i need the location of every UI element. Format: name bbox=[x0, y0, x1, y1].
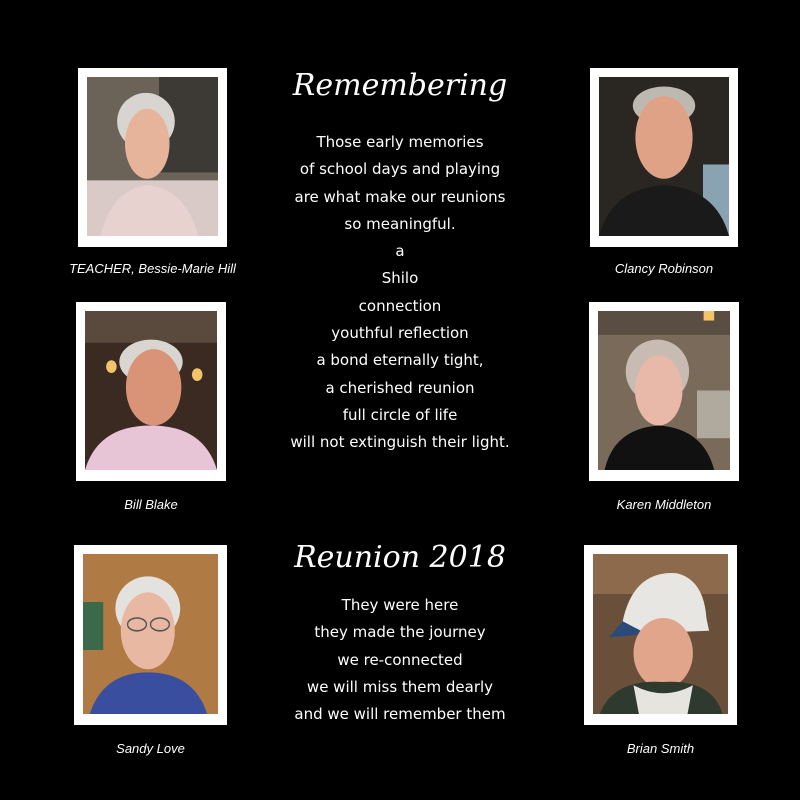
poem-line: a bond eternally tight, bbox=[316, 351, 484, 370]
poem-line: are what make our reunions bbox=[294, 187, 506, 206]
poem-line: Shilo bbox=[381, 269, 419, 288]
poem-line: Those early memories bbox=[316, 133, 484, 151]
portrait-photo bbox=[85, 311, 217, 470]
poem-line: connection bbox=[358, 296, 442, 315]
poem-line: we re-connected bbox=[337, 650, 463, 669]
portrait-photo bbox=[87, 77, 218, 236]
portrait-photo bbox=[599, 77, 729, 236]
caption-clancy-robinson: Clancy Robinson bbox=[614, 261, 714, 276]
heading-remembering: Remembering bbox=[292, 68, 508, 103]
poem-reunion bbox=[250, 592, 550, 728]
poem-line: and we will remember them bbox=[294, 705, 506, 724]
poem-line: will not extinguish their light. bbox=[290, 433, 510, 452]
photo-frame-brian-smith bbox=[584, 545, 737, 725]
heading-reunion-2018: Reunion 2018 bbox=[294, 540, 506, 575]
poem-line: a bbox=[395, 242, 405, 261]
poem-line: they made the journey bbox=[314, 623, 486, 642]
photo-frame-bessie-marie-hill bbox=[78, 68, 227, 247]
photo-frame-clancy-robinson bbox=[590, 68, 738, 247]
caption-sandy-love: Sandy Love bbox=[116, 741, 185, 756]
photo-frame-sandy-love bbox=[74, 545, 227, 725]
poem-line: They were here bbox=[341, 596, 459, 614]
caption-bessie-marie-hill: TEACHER, Bessie-Marie Hill bbox=[69, 261, 236, 276]
caption-bill-blake: Bill Blake bbox=[124, 497, 178, 512]
poem-line: youthful reflection bbox=[331, 324, 469, 343]
poem-line: we will miss them dearly bbox=[306, 677, 494, 696]
portrait-photo bbox=[83, 554, 218, 714]
poem-line: so meaningful. bbox=[344, 214, 456, 233]
portrait-photo bbox=[593, 554, 728, 714]
poem-line: full circle of life bbox=[342, 405, 458, 424]
photo-frame-bill-blake bbox=[76, 302, 226, 481]
poem-remembering bbox=[250, 129, 550, 457]
photo-frame-karen-middleton bbox=[589, 302, 739, 481]
caption-karen-middleton: Karen Middleton bbox=[616, 497, 712, 512]
poem-line: a cherished reunion bbox=[325, 378, 475, 397]
poem-line: of school days and playing bbox=[299, 160, 501, 179]
caption-brian-smith: Brian Smith bbox=[626, 741, 695, 756]
portrait-photo bbox=[598, 311, 730, 470]
